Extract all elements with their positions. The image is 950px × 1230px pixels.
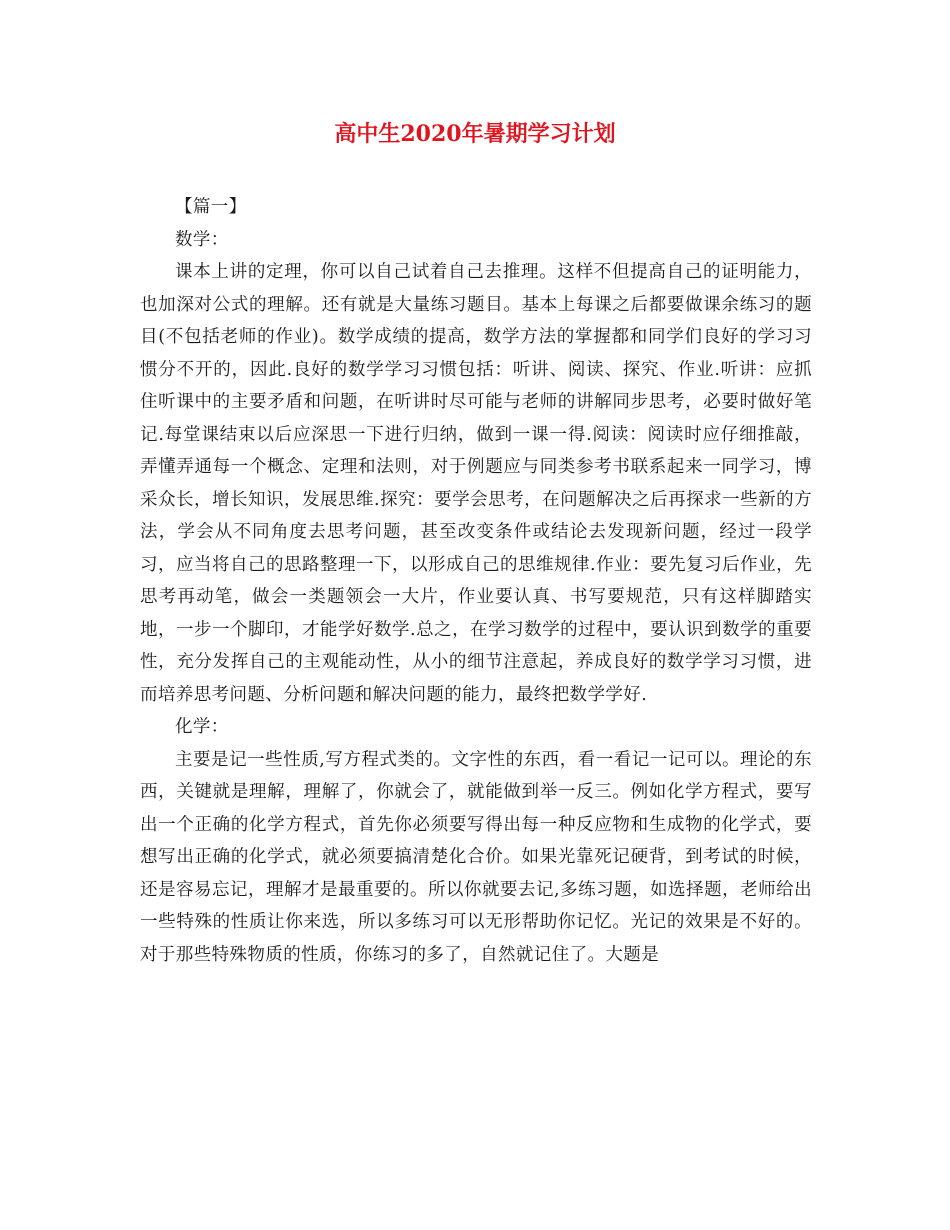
chemistry-heading: 化学：	[175, 717, 229, 737]
math-heading: 数学：	[175, 229, 229, 250]
section-label: 【篇一】	[175, 197, 247, 217]
document-title: 高中生2020年暑期学习计划	[334, 121, 616, 147]
math-paragraph: 课本上讲的定理，你可以自己试着自己去推理。这样不但提高自己的证明能力，也加深对公式的理解。还有就是大量练习题目。基本上每课之后都要做课余练习的题目(不包括老师的作业)。数学成绩的提高，数学方法的掌握都和同学们良好的学习习惯分不开的，因此.良好的数学学习习惯包括：听讲、阅读、探究、作业.听讲：应抓住听课中的主要矛盾和问题，在听讲时尽可能与老师的讲解同步思考，必要时做好笔记.每堂课结束以后应深思一下进行归纳，做到一课一得.阅读：阅读时应仔细推敲，弄懂弄通每一个概念、定理和法则，对于例题应与同类参考书联系起来一同学习，博采众长，增长知识，发展思维.探究：要学会思考，在问题解决之后再探求一些新的方法，学会从不同角度去思考问题，甚至改变条件或结论去发现新问题，经过一段学习，应当将自己的思路整理一下，以形成自己的思维规律.作业：要先复习后作业，先思考再动笔，做会一类题领会一大片，作业要认真、书写要规范，只有这样脚踏实地，一步一个脚印，才能学好数学.总之，在学习数学的过程中，要认识到数学的重要性，充分发挥自己的主观能动性，从小的细节注意起，养成良好的数学学习习惯，进而培养思考问题、分析问题和解决问题的能力，最终把数学学好.	[140, 262, 812, 705]
chemistry-paragraph: 主要是记一些性质,写方程式类的。文字性的东西，看一看记一记可以。理论的东西，关键就是理解，理解了，你就会了，就能做到举一反三。例如化学方程式，要写出一个正确的化学方程式，首先你必须要写得出每一种反应物和生成物的化学式，要想写出正确的化学式，就必须要搞清楚化合价。如果光靠死记硬背，到考试的时候，还是容易忘记，理解才是最重要的。所以你就要去记,多练习题，如选择题，老师给出一些特殊的性质让你来选，所以多练习可以无形帮助你记忆。光记的效果是不好的。对于那些特殊物质的性质，你练习的多了，自然就记住了。大题是	[140, 749, 812, 965]
document-body	[140, 191, 812, 971]
